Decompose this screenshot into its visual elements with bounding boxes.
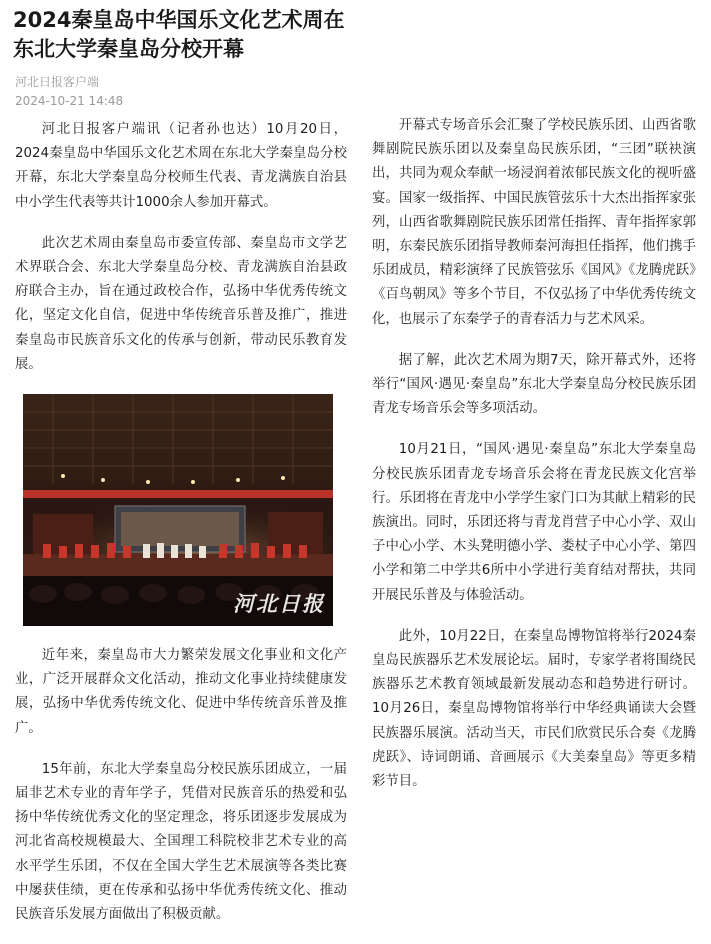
paragraph-orchestra-history: 15年前，东北大学秦皇岛分校民族乐团成立，一届届非艺术专业的青年学子，凭借对民族音乐的热爱和弘扬中华传统优秀文化的坚定理念，将乐团逐步发展成为河北省高校规模最大、全国理工科院校非艺术专业的高水平学生乐团，不仅在全国大学生艺术展演等各类比赛中屡获佳绩，更在传承和弘扬中华优秀传统文化、推动民族音乐发展方面做出了积极贡献。	[15, 761, 347, 923]
paragraph-culture: 近年来，秦皇岛市大力繁荣发展文化事业和文化产业，广泛开展群众文化活动，推动文化事业持续健康发展，弘扬中华优秀传统文化、促进中华传统音乐普及推广。	[15, 648, 347, 736]
right-column	[372, 114, 696, 811]
paragraph-organizers: 此次艺术周由秦皇岛市委宣传部、秦皇岛市文学艺术界联合会、东北大学秦皇岛分校、青龙满族自治县政府联合主办，旨在通过政校合作，弘扬中华优秀传统文化，坚定文化自信，促进中华传统音乐普及推广，推进秦皇岛市民族音乐文化的传承与创新，带动民乐教育发展。	[15, 235, 347, 372]
paragraph-opening-concert: 开幕式专场音乐会汇聚了学校民族乐团、山西省歌舞剧院民族乐团以及秦皇岛民族乐团，“三团”联袂演出，共同为观众奉献一场浸润着浓郁民族文化的视听盛宴。国家一级指挥、中国民族管弦乐十大杰出指挥家张列，山西省歌舞剧院民族乐团常任指挥、青年指挥家郭明，东秦民族乐团指导教师秦河海担任指挥，他们携手乐团成员，精彩演绎了民族管弦乐《国风》《龙腾虎跃》《百鸟朝凤》等多个节目，不仅弘扬了中华优秀传统文化，也展示了东秦学子的青春活力与艺术风采。	[372, 118, 696, 327]
left-column	[15, 118, 347, 944]
paragraph-schedule: 据了解，此次艺术周为期7天，除开幕式外，还将举行“国风·遇见·秦皇岛”东北大学秦皇岛分校民族乐团青龙专场音乐会等多项活动。	[372, 352, 696, 417]
article-title: 2024秦皇岛中华国乐文化艺术周在东北大学秦皇岛分校开幕	[13, 8, 345, 61]
paragraph-forum: 此外，10月22日，在秦皇岛博物馆将举行2024秦皇岛民族器乐艺术发展论坛。届时，专家学者将围绕民族器乐艺术教育领域最新发展动态和趋势进行研讨。10月26日，秦皇岛博物馆将举行中华经典诵读大会暨民族器乐展演。活动当天，市民们欣赏民乐合奏《龙腾虎跃》、诗词朗诵、音画展示《大美秦皇岛》等更多精彩节目。	[372, 628, 696, 790]
concert-photo	[23, 394, 333, 626]
paragraph-qinglong-concert: 10月21日，“国风·遇见·秦皇岛”东北大学秦皇岛分校民族乐团青龙专场音乐会将在青龙民族文化宫举行。乐团将在青龙中小学学生家门口为其献上精彩的民族演出。同时，乐团还将与青龙肖营子中心小学、双山子中心小学、木头凳明德小学、娄杖子中心小学、第四小学和第二中学共6所中小学进行美育结对帮扶，共同开展民乐普及与体验活动。	[372, 442, 696, 603]
article-date: 2024-10-21 14:48	[15, 94, 124, 108]
article-source[interactable]: 河北日报客户端	[15, 75, 100, 89]
paragraph-intro: 河北日报客户端讯（记者孙也达）10月20日，2024秦皇岛中华国乐文化艺术周在东北大学秦皇岛分校开幕，东北大学秦皇岛分校师生代表、青龙满族自治县中小学生代表等共计1000余人参加开幕式。	[15, 122, 347, 210]
photo-watermark: 河北日报	[233, 590, 325, 616]
